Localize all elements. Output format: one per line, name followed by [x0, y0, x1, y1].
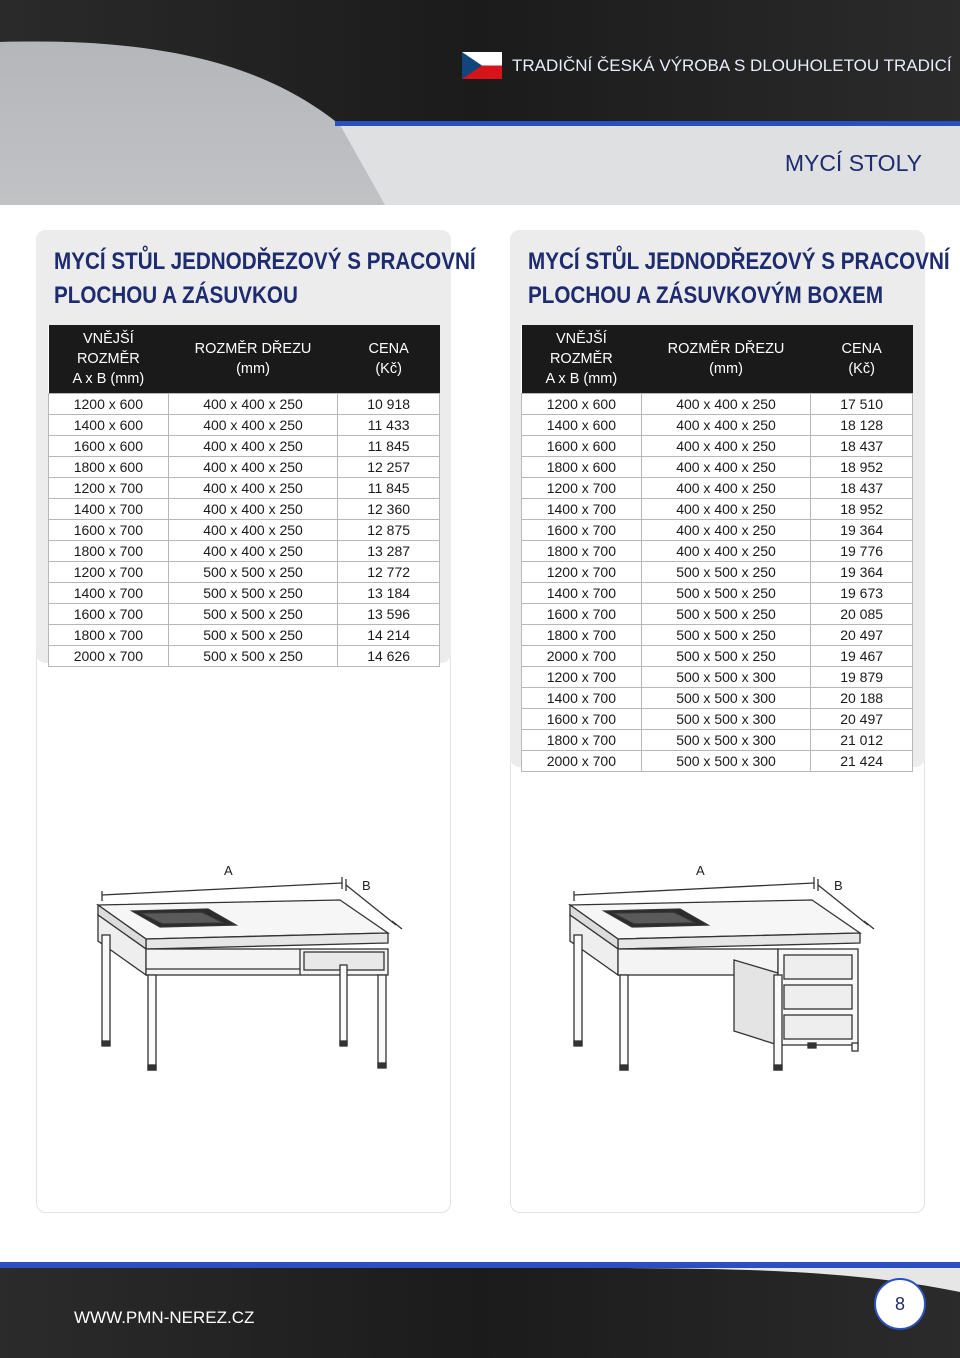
sink-size-cell: 400 x 400 x 250: [641, 478, 811, 499]
right-table-body: [522, 394, 913, 772]
sink-size-cell: 500 x 500 x 250: [641, 625, 811, 646]
sink-size-cell: 400 x 400 x 250: [168, 499, 338, 520]
table-row: [49, 457, 440, 478]
table-header-row: [49, 325, 440, 394]
dimension-label-b: B: [362, 878, 371, 893]
dimension-label-a: A: [224, 863, 233, 878]
czech-flag-icon: [462, 52, 502, 79]
col-price: CENA (Kč): [811, 325, 913, 394]
sink-table-with-drawer-drawing: [90, 855, 410, 1085]
price-cell: 19 364: [811, 520, 913, 541]
table-row: [49, 415, 440, 436]
price-cell: 12 257: [338, 457, 440, 478]
price-cell: 20 188: [811, 688, 913, 709]
table-row: [522, 646, 913, 667]
outer-size-cell: 2000 x 700: [522, 751, 642, 772]
outer-size-cell: 1400 x 700: [522, 688, 642, 709]
sink-size-cell: 500 x 500 x 300: [641, 730, 811, 751]
outer-size-cell: 1200 x 700: [522, 478, 642, 499]
price-cell: 12 875: [338, 520, 440, 541]
sink-size-cell: 500 x 500 x 300: [641, 667, 811, 688]
sink-size-cell: 400 x 400 x 250: [168, 415, 338, 436]
table-row: [522, 625, 913, 646]
price-cell: 18 128: [811, 415, 913, 436]
col-sink-size: ROZMĚR DŘEZU (mm): [641, 325, 811, 394]
sink-size-cell: 400 x 400 x 250: [641, 436, 811, 457]
outer-size-cell: 1400 x 600: [49, 415, 169, 436]
right-title-line2: PLOCHOU A ZÁSUVKOVÝM BOXEM: [528, 282, 884, 309]
outer-size-cell: 1400 x 700: [522, 499, 642, 520]
sink-size-cell: 400 x 400 x 250: [168, 436, 338, 457]
table-row: [522, 415, 913, 436]
sink-size-cell: 400 x 400 x 250: [168, 520, 338, 541]
sink-size-cell: 500 x 500 x 250: [168, 583, 338, 604]
left-table-body: [49, 394, 440, 667]
price-cell: 13 596: [338, 604, 440, 625]
table-row: [522, 730, 913, 751]
left-product-title: [54, 245, 476, 313]
outer-size-cell: 1200 x 600: [49, 394, 169, 415]
sink-size-cell: 500 x 500 x 250: [641, 646, 811, 667]
price-cell: 14 626: [338, 646, 440, 667]
outer-size-cell: 1800 x 600: [522, 457, 642, 478]
outer-size-cell: 1400 x 700: [49, 499, 169, 520]
table-row: [522, 709, 913, 730]
sink-size-cell: 400 x 400 x 250: [168, 478, 338, 499]
col-sink-size: ROZMĚR DŘEZU (mm): [168, 325, 338, 394]
outer-size-cell: 1600 x 700: [522, 520, 642, 541]
table-row: [49, 499, 440, 520]
sink-size-cell: 400 x 400 x 250: [168, 394, 338, 415]
table-row: [522, 667, 913, 688]
price-cell: 19 467: [811, 646, 913, 667]
table-row: [49, 562, 440, 583]
outer-size-cell: 1200 x 700: [522, 667, 642, 688]
table-row: [522, 478, 913, 499]
price-cell: 20 085: [811, 604, 913, 625]
price-cell: 18 437: [811, 478, 913, 499]
table-row: [522, 541, 913, 562]
sink-size-cell: 500 x 500 x 250: [168, 604, 338, 625]
price-cell: 11 845: [338, 478, 440, 499]
right-product-title: [528, 245, 950, 313]
price-cell: 19 879: [811, 667, 913, 688]
sink-size-cell: 400 x 400 x 250: [641, 457, 811, 478]
price-cell: 19 673: [811, 583, 913, 604]
sink-size-cell: 400 x 400 x 250: [641, 394, 811, 415]
table-row: [522, 562, 913, 583]
price-cell: 18 952: [811, 499, 913, 520]
sink-size-cell: 500 x 500 x 300: [641, 751, 811, 772]
price-cell: 17 510: [811, 394, 913, 415]
table-row: [522, 688, 913, 709]
sink-size-cell: 400 x 400 x 250: [641, 541, 811, 562]
outer-size-cell: 1800 x 700: [49, 625, 169, 646]
table-row: [49, 583, 440, 604]
header-tagline: TRADIČNÍ ČESKÁ VÝROBA S DLOUHOLETOU TRADICÍ: [512, 56, 952, 75]
outer-size-cell: 1800 x 600: [49, 457, 169, 478]
table-row: [522, 394, 913, 415]
sink-size-cell: 500 x 500 x 250: [641, 604, 811, 625]
right-price-table: [521, 325, 913, 772]
sink-size-cell: 400 x 400 x 250: [168, 541, 338, 562]
price-cell: 19 776: [811, 541, 913, 562]
outer-size-cell: 1400 x 700: [522, 583, 642, 604]
sink-size-cell: 500 x 500 x 250: [168, 562, 338, 583]
table-row: [49, 646, 440, 667]
sink-size-cell: 500 x 500 x 300: [641, 709, 811, 730]
price-cell: 18 437: [811, 436, 913, 457]
outer-size-cell: 1200 x 600: [522, 394, 642, 415]
table-row: [49, 604, 440, 625]
price-cell: 21 424: [811, 751, 913, 772]
outer-size-cell: 1400 x 700: [49, 583, 169, 604]
price-cell: 20 497: [811, 709, 913, 730]
sink-size-cell: 500 x 500 x 250: [168, 646, 338, 667]
dimension-label-a: A: [696, 863, 705, 878]
price-cell: 18 952: [811, 457, 913, 478]
table-row: [49, 541, 440, 562]
outer-size-cell: 1600 x 700: [49, 604, 169, 625]
page-number-badge: 8: [874, 1278, 926, 1330]
outer-size-cell: 1200 x 700: [522, 562, 642, 583]
outer-size-cell: 1600 x 600: [522, 436, 642, 457]
sink-size-cell: 400 x 400 x 250: [641, 415, 811, 436]
table-row: [522, 457, 913, 478]
sink-size-cell: 400 x 400 x 250: [168, 457, 338, 478]
price-cell: 20 497: [811, 625, 913, 646]
table-row: [522, 604, 913, 625]
sink-size-cell: 400 x 400 x 250: [641, 520, 811, 541]
sink-size-cell: 500 x 500 x 250: [168, 625, 338, 646]
price-cell: 10 918: [338, 394, 440, 415]
sink-size-cell: 400 x 400 x 250: [641, 499, 811, 520]
outer-size-cell: 1600 x 700: [522, 604, 642, 625]
outer-size-cell: 1200 x 700: [49, 562, 169, 583]
table-header-row: [522, 325, 913, 394]
price-cell: 13 287: [338, 541, 440, 562]
price-cell: 12 360: [338, 499, 440, 520]
price-cell: 21 012: [811, 730, 913, 751]
outer-size-cell: 1600 x 600: [49, 436, 169, 457]
outer-size-cell: 1800 x 700: [522, 541, 642, 562]
outer-size-cell: 2000 x 700: [49, 646, 169, 667]
outer-size-cell: 1800 x 700: [49, 541, 169, 562]
table-row: [49, 625, 440, 646]
table-row: [49, 394, 440, 415]
outer-size-cell: 1600 x 700: [522, 709, 642, 730]
sink-size-cell: 500 x 500 x 300: [641, 688, 811, 709]
price-cell: 11 433: [338, 415, 440, 436]
sink-size-cell: 500 x 500 x 250: [641, 583, 811, 604]
outer-size-cell: 1600 x 700: [49, 520, 169, 541]
col-outer-size: VNĚJŠÍ ROZMĚR A x B (mm): [49, 325, 169, 394]
price-cell: 13 184: [338, 583, 440, 604]
table-row: [49, 436, 440, 457]
col-outer-size: VNĚJŠÍ ROZMĚR A x B (mm): [522, 325, 642, 394]
footer-website-link[interactable]: WWW.PMN-NEREZ.CZ: [74, 1308, 255, 1327]
price-cell: 19 364: [811, 562, 913, 583]
outer-size-cell: 1200 x 700: [49, 478, 169, 499]
outer-size-cell: 1800 x 700: [522, 730, 642, 751]
table-row: [522, 436, 913, 457]
outer-size-cell: 1400 x 600: [522, 415, 642, 436]
left-price-table: [48, 325, 440, 667]
sink-table-with-drawer-box-drawing: [562, 855, 882, 1085]
section-title: MYCÍ STOLY: [784, 150, 922, 176]
outer-size-cell: 2000 x 700: [522, 646, 642, 667]
left-title-line1: MYCÍ STŮL JEDNODŘEZOVÝ S PRACOVNÍ: [54, 248, 476, 275]
table-row: [49, 478, 440, 499]
table-row: [522, 751, 913, 772]
outer-size-cell: 1800 x 700: [522, 625, 642, 646]
left-title-line2: PLOCHOU A ZÁSUVKOU: [54, 282, 298, 309]
price-cell: 14 214: [338, 625, 440, 646]
dimension-label-b: B: [834, 878, 843, 893]
table-row: [49, 520, 440, 541]
table-row: [522, 499, 913, 520]
right-title-line1: MYCÍ STŮL JEDNODŘEZOVÝ S PRACOVNÍ: [528, 248, 950, 275]
table-row: [522, 583, 913, 604]
price-cell: 12 772: [338, 562, 440, 583]
price-cell: 11 845: [338, 436, 440, 457]
col-price: CENA (Kč): [338, 325, 440, 394]
table-row: [522, 520, 913, 541]
sink-size-cell: 500 x 500 x 250: [641, 562, 811, 583]
